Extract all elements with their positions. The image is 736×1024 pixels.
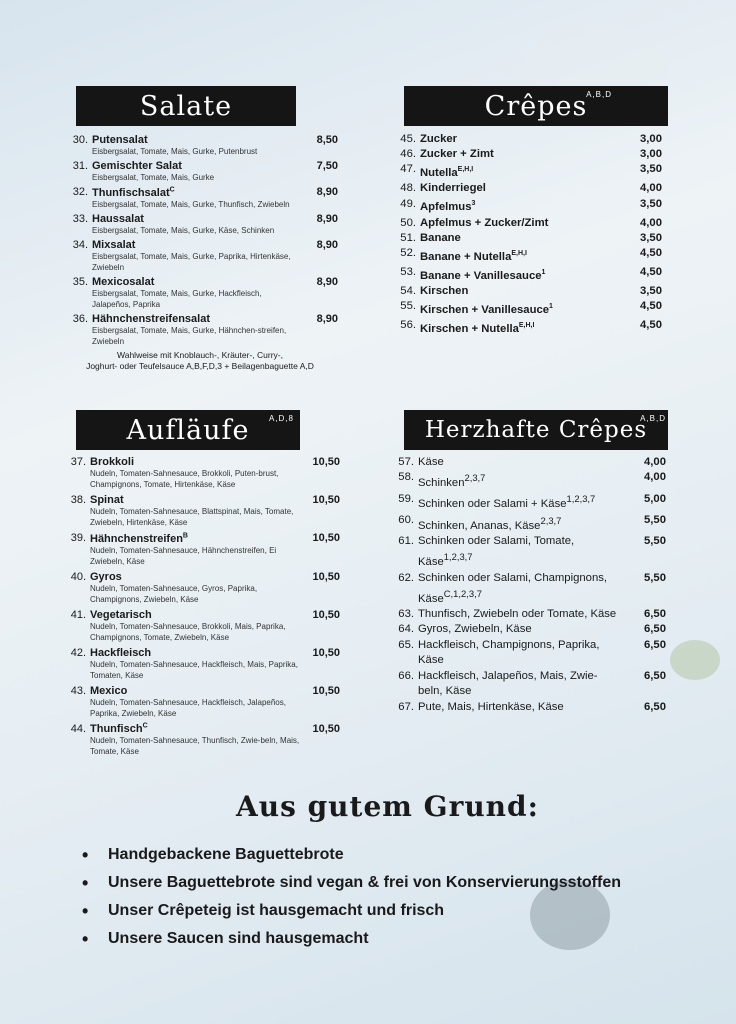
item-name: Mixsalat	[92, 238, 136, 251]
auflaeufe-title: Aufläufe	[126, 414, 250, 446]
menu-item	[386, 197, 662, 216]
salate-note: Wahlweise mit Knoblauch-, Kräuter-, Curry-, Joghurt- oder Teufelsauce A,B,F,D,3 + Beilagenbaguette A,D	[86, 349, 314, 371]
item-price: 10,50	[312, 722, 340, 735]
item-price: 4,00	[644, 456, 666, 468]
menu-item	[384, 534, 666, 571]
item-number: 59.	[398, 492, 414, 505]
item-price: 5,50	[644, 534, 666, 547]
herzhafte-list	[384, 455, 666, 715]
item-price: 3,50	[640, 284, 662, 297]
item-number: 49.	[400, 197, 416, 210]
allergen-code: 1	[549, 303, 553, 311]
item-price: 10,50	[312, 456, 340, 468]
item-number: 58.	[398, 471, 414, 484]
item-name: Kirschen + Vanillesauce$^1$	[420, 303, 553, 316]
allergen-code: 1,2,3,7	[443, 551, 473, 563]
item-name: Gyros	[90, 570, 122, 583]
item-number: 52.	[400, 246, 416, 259]
item-description: Eisbergsalat, Tomate, Mais, Gurke, Käse, Schinken	[92, 225, 275, 235]
item-description: Eisbergsalat, Tomate, Mais, Gurke, Hähnchen-streifen, Zwiebeln	[92, 325, 287, 346]
auflaeufe-list	[60, 456, 340, 761]
herzhafte-allergens: A,B,D	[640, 414, 666, 423]
item-name: Schinken$^{2,3,7}$	[418, 472, 486, 490]
item-number: 44.	[70, 722, 86, 735]
grund-bullet: • Unsere Baguettebrote sind vegan & frei von Konservierungsstoffen	[82, 874, 621, 902]
allergen-code: 3	[471, 200, 476, 208]
item-name: Banane	[420, 231, 461, 244]
item-name: Schinken oder Salami, Tomate, Käse$^{1,2,3,7}$	[418, 534, 575, 569]
menu-item	[386, 147, 662, 162]
item-name: Haussalat	[92, 212, 144, 225]
crepes-list	[386, 132, 662, 337]
item-price: 6,50	[644, 669, 666, 682]
item-name: Banane + Nutella$^{E,H,I}$	[420, 249, 527, 263]
item-description: Eisbergsalat, Tomate, Mais, Gurke, Thunfisch, Zwiebeln	[92, 199, 290, 209]
menu-item	[62, 213, 338, 236]
item-number: 53.	[400, 265, 416, 278]
item-name: Brokkoli	[90, 456, 135, 468]
item-number: 61.	[398, 534, 414, 547]
item-description: Nudeln, Tomaten-Sahnesauce, Gyros, Paprika, Champignons, Zwiebeln, Käse	[90, 583, 258, 604]
item-name: Kirschen + Nutella$^{E,H,I}$	[420, 322, 535, 335]
item-number: 64.	[398, 623, 414, 636]
item-name: Spinat	[90, 494, 124, 506]
menu-item	[384, 638, 666, 669]
herzhafte-header	[404, 410, 668, 450]
menu-item	[386, 231, 662, 246]
item-description: Nudeln, Tomaten-Sahnesauce, Hackfleisch, Jalapeños, Paprika, Zwiebeln, Käse	[90, 697, 286, 718]
menu-item	[384, 607, 666, 622]
item-number: 67.	[398, 700, 414, 713]
item-name: Vegetarisch	[90, 608, 152, 621]
item-number: 57.	[398, 456, 414, 468]
item-price: 8,90	[316, 275, 338, 288]
item-name: Käse	[418, 456, 444, 468]
item-price: 7,50	[316, 160, 338, 172]
item-name: Thunfisch, Zwiebeln oder Tomate, Käse	[418, 608, 617, 621]
menu-item	[384, 492, 666, 513]
menu-item	[62, 160, 338, 183]
item-price: 8,90	[316, 186, 338, 198]
item-price: 5,50	[644, 571, 666, 584]
item-price: 10,50	[312, 608, 340, 621]
item-number: 65.	[398, 638, 414, 651]
item-number: 41.	[70, 608, 86, 621]
item-price: 10,50	[312, 684, 340, 697]
item-name: Putensalat	[92, 134, 148, 146]
item-number: 55.	[400, 300, 416, 313]
crepes-title: Crêpes	[484, 90, 588, 122]
item-name: Zucker	[420, 133, 458, 145]
item-name: Mexico	[90, 684, 128, 697]
allergen-code: 1,2,3,7	[566, 493, 596, 505]
item-price: 8,90	[316, 312, 338, 325]
item-price: 10,50	[312, 532, 340, 544]
allergen-code: 2,3,7	[540, 514, 562, 526]
grund-title: Aus gutem Grund:	[236, 790, 539, 823]
menu-item	[384, 470, 666, 491]
item-name: Schinken, Ananas, Käse$^{2,3,7}$	[418, 514, 562, 532]
allergen-code: C,1,2,3,7	[443, 587, 482, 599]
menu-item	[62, 186, 338, 210]
menu-item	[386, 181, 662, 196]
grund-bullet: • Handgebackene Baguettebrote	[82, 846, 621, 874]
item-name: Hähnchenstreifensalat	[92, 312, 210, 325]
allergen-code: C	[142, 722, 148, 730]
allergen-code: 1	[541, 268, 546, 276]
item-number: 33.	[72, 212, 88, 225]
item-number: 47.	[400, 163, 416, 176]
item-description: Nudeln, Tomaten-Sahnesauce, Hackfleisch, Mais, Paprika, Tomaten, Käse	[90, 659, 298, 680]
item-number: 39.	[70, 532, 86, 544]
item-description: Nudeln, Tomaten-Sahnesauce, Blattspinat, Mais, Tomate, Zwiebeln, Hirtenkäse, Käse	[90, 507, 294, 527]
item-price: 6,50	[644, 623, 666, 636]
item-price: 3,00	[640, 148, 662, 161]
item-number: 45.	[400, 133, 416, 145]
menu-item	[384, 700, 666, 715]
item-name: Hackfleisch, Jalapeños, Mais, Zwie-beln, Käse	[418, 669, 598, 698]
menu-item	[384, 571, 666, 608]
item-price: 6,50	[644, 638, 666, 651]
menu-item	[386, 246, 662, 265]
item-name: Kinderriegel	[420, 182, 486, 195]
item-name: Hackfleisch	[90, 646, 152, 659]
item-price: 3,00	[640, 133, 662, 145]
menu-item	[60, 494, 340, 528]
item-number: 46.	[400, 148, 416, 161]
item-price: 3,50	[640, 197, 662, 210]
item-description: Eisbergsalat, Tomate, Mais, Gurke, Paprika, Hirtenkäse, Zwiebeln	[92, 251, 291, 272]
menu-item	[62, 239, 338, 273]
salate-list	[62, 134, 338, 372]
item-price: 8,90	[316, 212, 338, 225]
item-number: 60.	[398, 513, 414, 526]
item-name: Schinken oder Salami, Champignons, Käse$^{C,1,2,3,7}$	[418, 571, 608, 605]
crepes-allergens: A,B,D	[586, 90, 612, 99]
item-price: 3,50	[640, 163, 662, 176]
item-number: 37.	[70, 456, 86, 468]
menu-item	[384, 513, 666, 534]
menu-item	[386, 318, 662, 337]
item-number: 66.	[398, 669, 414, 682]
item-name: Pute, Mais, Hirtenkäse, Käse	[418, 700, 564, 713]
item-price: 4,00	[640, 216, 662, 229]
menu-item	[384, 622, 666, 637]
item-description: Eisbergsalat, Tomate, Mais, Gurke	[92, 173, 215, 182]
menu-item	[60, 456, 340, 490]
item-number: 43.	[70, 684, 86, 697]
item-number: 30.	[72, 134, 88, 146]
item-description: Nudeln, Tomaten-Sahnesauce, Thunfisch, Zwie-beln, Mais, Tomate, Käse	[90, 736, 300, 757]
item-name: Banane + Vanillesauce$^1$	[420, 268, 546, 282]
grund-bullet: • Unsere Saucen sind hausgemacht	[82, 930, 621, 958]
item-price: 4,50	[640, 319, 662, 332]
menu-item	[386, 265, 662, 284]
item-price: 8,50	[316, 134, 338, 146]
item-name: Thunfisch$^C$	[90, 722, 148, 736]
item-price: 10,50	[312, 570, 340, 583]
item-price: 4,00	[644, 471, 666, 484]
menu-item	[60, 571, 340, 605]
allergen-code: C	[169, 186, 175, 193]
menu-item	[384, 455, 666, 470]
item-name: Hackfleisch, Champignons, Paprika, Käse	[418, 638, 600, 667]
menu-item	[62, 313, 338, 347]
item-name: Zucker + Zimt	[420, 148, 494, 161]
menu-item	[60, 609, 340, 643]
item-name: Mexicosalat	[92, 275, 155, 288]
item-number: 32.	[72, 186, 88, 198]
item-price: 6,50	[644, 700, 666, 713]
allergen-code: E,H,I	[518, 322, 535, 330]
item-description: Eisbergsalat, Tomate, Mais, Gurke, Hackfleisch, Jalapeños, Paprika	[92, 288, 262, 309]
item-name: Apfelmus + Zucker/Zimt	[420, 216, 549, 229]
item-description: Nudeln, Tomaten-Sahnesauce, Brokkoli, Puten-brust, Champignons, Tomate, Hirtenkäse, Käse	[90, 469, 279, 489]
grund-bullets	[82, 846, 621, 958]
item-number: 48.	[400, 182, 416, 195]
item-description: Eisbergsalat, Tomate, Mais, Gurke, Putenbrust	[92, 147, 258, 156]
item-number: 42.	[70, 646, 86, 659]
item-price: 4,50	[640, 265, 662, 278]
item-number: 40.	[70, 570, 86, 583]
item-number: 62.	[398, 571, 414, 584]
item-price: 6,50	[644, 608, 666, 621]
item-description: Nudeln, Tomaten-Sahnesauce, Hähnchenstreifen, Ei Zwiebeln, Käse	[90, 545, 277, 566]
menu-item	[60, 647, 340, 681]
item-number: 38.	[70, 494, 86, 506]
menu-item	[386, 299, 662, 318]
menu-item	[62, 134, 338, 157]
item-number: 31.	[72, 160, 88, 172]
allergen-code: E,H,I	[457, 166, 474, 174]
item-name: Kirschen	[420, 284, 469, 297]
item-number: 35.	[72, 275, 88, 288]
menu-item	[386, 132, 662, 147]
item-name: Nutella$^{E,H,I}$	[420, 166, 474, 180]
auflaeufe-allergens: A,D,8	[268, 414, 294, 423]
menu-item	[60, 685, 340, 719]
background-decoration	[670, 640, 720, 680]
salate-title: Salate	[139, 90, 233, 122]
item-name: Gemischter Salat	[92, 160, 182, 172]
grund-bullet: • Unser Crêpeteig ist hausgemacht und frisch	[82, 902, 621, 930]
item-number: 36.	[72, 312, 88, 325]
item-name: Apfelmus$^3$	[420, 200, 476, 214]
allergen-code: 2,3,7	[464, 472, 486, 484]
herzhafte-title: Herzhafte Crêpes	[424, 417, 648, 443]
item-description: Nudeln, Tomaten-Sahnesauce, Brokkoli, Mais, Paprika, Champignons, Tomate, Zwiebeln, Käse	[90, 621, 286, 642]
item-name: Thunfischsalat$^C$	[92, 186, 175, 199]
item-price: 5,00	[644, 492, 666, 505]
crepes-header	[404, 86, 668, 126]
item-price: 4,50	[640, 300, 662, 313]
item-number: 34.	[72, 238, 88, 251]
item-price: 4,50	[640, 246, 662, 259]
allergen-code: E,H,I	[511, 249, 527, 257]
salate-header	[76, 86, 296, 126]
item-price: 3,50	[640, 231, 662, 244]
item-name: Schinken oder Salami + Käse$^{1,2,3,7}$	[418, 493, 596, 511]
item-name: Gyros, Zwiebeln, Käse	[418, 623, 532, 636]
menu-item	[60, 532, 340, 567]
item-name: Hähnchenstreifen$^B$	[90, 532, 188, 545]
item-number: 54.	[400, 284, 416, 297]
menu-item	[384, 669, 666, 700]
menu-item	[386, 284, 662, 299]
menu-item	[386, 162, 662, 181]
item-price: 5,50	[644, 513, 666, 526]
allergen-code: B	[182, 532, 188, 539]
item-number: 63.	[398, 608, 414, 621]
item-number: 50.	[400, 216, 416, 229]
auflaeufe-header	[76, 410, 300, 450]
menu-item	[62, 276, 338, 310]
item-price: 10,50	[312, 494, 340, 506]
menu-item	[386, 216, 662, 231]
item-number: 56.	[400, 319, 416, 332]
item-price: 10,50	[312, 646, 340, 659]
item-price: 8,90	[316, 238, 338, 251]
item-price: 4,00	[640, 182, 662, 195]
menu-item	[60, 723, 340, 758]
item-number: 51.	[400, 231, 416, 244]
